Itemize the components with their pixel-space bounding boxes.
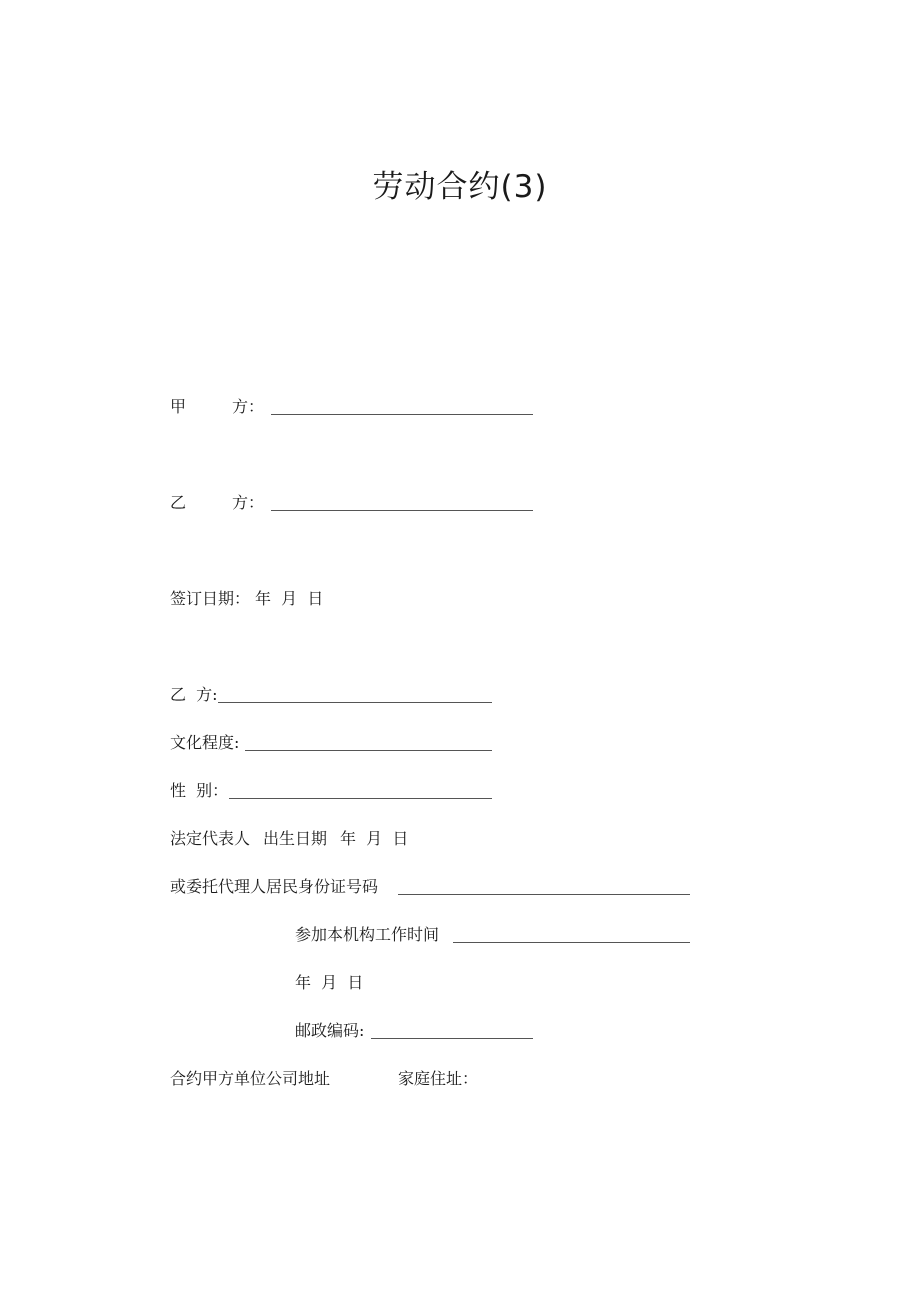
party-a-label: 甲 — [170, 397, 187, 416]
sign-date-ymd: 年 月 日 — [255, 589, 324, 608]
party-b-blank[interactable] — [218, 702, 492, 703]
birth-date-label: 出生日期 — [263, 829, 328, 848]
postal-code-blank[interactable] — [371, 1038, 533, 1039]
party-a-suffix: 方： — [232, 397, 265, 416]
agent-id-label: 或委托代理人居民身份证号码 — [170, 877, 379, 896]
party-a-field — [170, 396, 540, 418]
education-field — [170, 732, 500, 754]
postal-code-label: 邮政编码: — [295, 1021, 365, 1040]
join-time-blank[interactable] — [453, 942, 690, 943]
company-address-label: 合约甲方单位公司地址 — [170, 1069, 331, 1088]
legal-rep-row — [170, 828, 470, 850]
education-label: 文化程度: — [170, 733, 240, 752]
agent-id-field — [170, 876, 695, 898]
join-time-ymd: 年 月 日 — [295, 973, 364, 992]
party-b-cover-label: 乙 — [170, 493, 187, 512]
party-a-blank[interactable] — [271, 414, 533, 415]
sign-date-field — [170, 588, 470, 610]
party-b-field — [170, 684, 500, 706]
party-b-cover-field — [170, 492, 540, 514]
education-blank[interactable] — [245, 750, 492, 751]
postal-code-field — [295, 1020, 540, 1042]
join-time-label: 参加本机构工作时间 — [295, 925, 440, 944]
legal-rep-label: 法定代表人 — [170, 829, 251, 848]
party-b-label: 乙 方: — [170, 685, 218, 704]
join-time-date-row — [295, 972, 445, 994]
home-address-label: 家庭住址： — [398, 1069, 479, 1088]
document-title: 劳动合约(3) — [372, 169, 548, 205]
gender-blank[interactable] — [229, 798, 492, 799]
birth-date-ymd: 年 月 日 — [340, 829, 409, 848]
join-time-field — [295, 924, 695, 946]
agent-id-blank[interactable] — [398, 894, 690, 895]
gender-field — [170, 780, 500, 802]
address-row — [170, 1068, 490, 1090]
gender-label: 性 别： — [170, 781, 229, 800]
party-b-cover-suffix: 方： — [232, 493, 265, 512]
sign-date-label: 签订日期： — [170, 589, 251, 608]
party-b-cover-blank[interactable] — [271, 510, 533, 511]
